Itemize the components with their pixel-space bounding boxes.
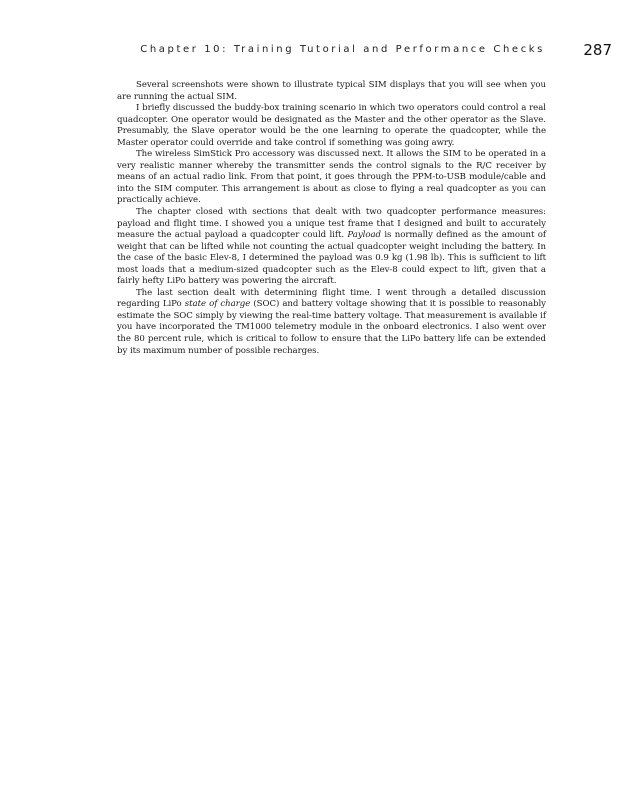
payload-term: Payload: [347, 230, 381, 241]
chapter-title: Chapter 10: Training Tutorial and Performance Checks: [140, 44, 545, 55]
payload-text-start: The chapter closed with sections that dealt with two quadcopter performance measures: payload and flight time. I showed you a unique test frame that I designed and built to accurately measure the actual payload a quadcopter could lift.: [117, 207, 546, 241]
paragraph-simstick-pro: The wireless SimStick Pro accessory was discussed next. It allows the SIM to be operated in a very realistic manner whereby the transmitter sends the control signals to the R/C receiver by means of an actual radio link. From that point, it goes through the PPM-to-USB module/cable and into the SIM computer. This arrangement is about as close to flying a real quadcopter as you can practically achieve.: [117, 149, 546, 206]
body-text: [117, 80, 546, 357]
paragraph-buddy-box: I briefly discussed the buddy-box training scenario in which two operators could control a real quadcopter. One operator would be designated as the Master and the other operator as the Slave. Presumably, the Slave operator would be the one learning to operate the quadcopter, while the Master operator could override and take control if something was going awry.: [117, 103, 546, 148]
payload-text-end: is normally defined as the amount of weight that can be lifted while not counting the actual quadcopter weight including the battery. In the case of the basic Elev-8, I determined the payload was 0.9 kg (1.98 lb). This is sufficient to lift most loads that a medium-sized quadcopter such as the Elev-8 could expect to lift, given that a fairly hefty LiPo battery was powering the aircraft.: [117, 230, 546, 287]
state-of-charge-term: state of charge: [184, 299, 251, 310]
paragraph-flight-time: [117, 288, 546, 357]
paragraph-payload: [117, 207, 546, 288]
page-number: 287: [583, 41, 612, 59]
running-head: [0, 41, 634, 61]
paragraph-sim-screenshots: Several screenshots were shown to illustrate typical SIM displays that you will see when you are running the actual SIM.: [117, 80, 546, 102]
flight-time-text-end: (SOC) and battery voltage showing that it is possible to reasonably estimate the SOC simply by viewing the real-time battery voltage. That measurement is available if you have incorporated the TM1000 telemetry module in the onboard electronics. I also went over the 80 percent rule, which is critical to follow to ensure that the LiPo battery life can be extended by its maximum number of possible recharges.: [117, 299, 546, 356]
flight-time-text-start: The last section dealt with determining flight time. I went through a detailed discussion regarding LiPo: [117, 287, 546, 310]
